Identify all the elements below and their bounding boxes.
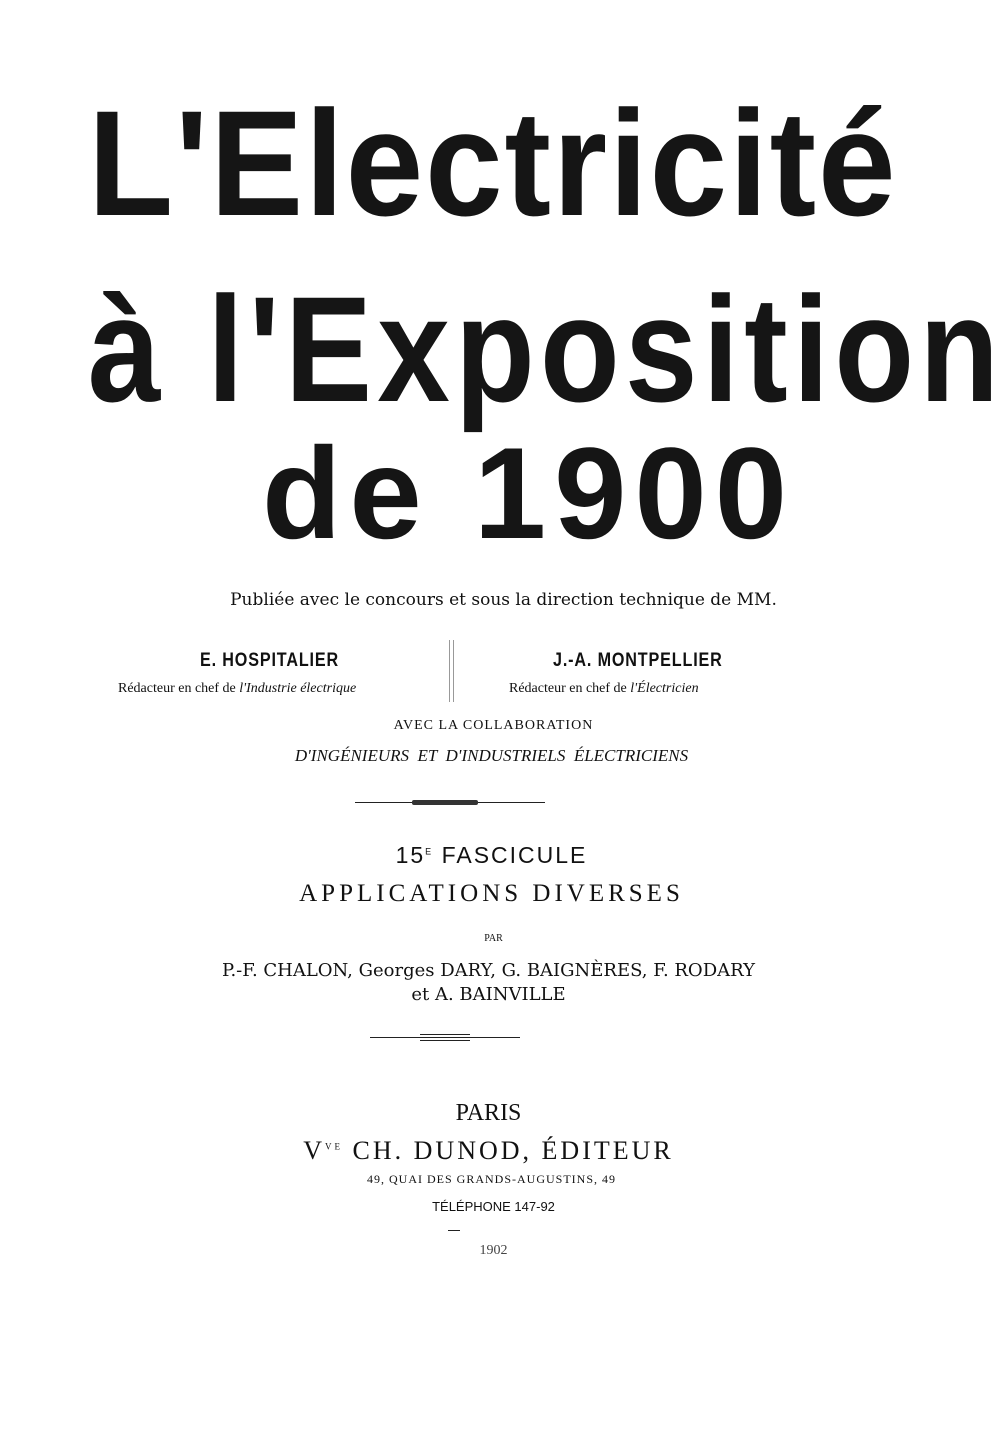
collaboration-groups: D'INGÉNIEURS ET D'INDUSTRIELS ÉLECTRICIENS [294, 746, 689, 765]
fascicule-number: 15 [395, 842, 426, 868]
publisher-phone: TÉLÉPHONE 147-92 [432, 1199, 555, 1214]
title-line-3: de 1900 [262, 420, 796, 566]
subtitle: Publiée avec le concours et sous la direction technique de MM. [230, 590, 777, 610]
title-line-2: à l'Exposition [88, 265, 1005, 433]
ornament-divider [420, 1034, 470, 1041]
publisher-prefix-sup: VE [325, 1141, 344, 1152]
publisher-prefix: V [303, 1136, 326, 1165]
editor-role [509, 681, 699, 697]
fascicule-label: FASCICULE [441, 842, 588, 868]
editor-name: J.-A. MONTPELLIER [553, 650, 723, 671]
fascicule-suffix: E [425, 846, 434, 857]
title-line-1: L'Electricité [88, 79, 898, 247]
editor-name: E. HOSPITALIER [200, 650, 340, 671]
by-label: PAR [484, 933, 503, 944]
collaboration-line: AVEC LA COLLABORATION [393, 718, 594, 733]
publisher-name-text: CH. DUNOD, ÉDITEUR [352, 1136, 674, 1165]
authors-line-1: P.-F. CHALON, Georges DARY, G. BAIGNÈRES, F. RODARY [221, 960, 756, 981]
ornament-divider [412, 800, 478, 805]
editor-role-prefix: Rédacteur en chef de [509, 681, 631, 696]
publication-year: 1902 [479, 1243, 508, 1258]
publisher-address: 49, QUAI DES GRANDS-AUGUSTINS, 49 [366, 1172, 616, 1186]
editor-journal: l'Industrie électrique [239, 681, 357, 696]
editor-role [118, 681, 356, 697]
editor-role-prefix: Rédacteur en chef de [118, 681, 240, 696]
fascicule-subject: APPLICATIONS DIVERSES [299, 880, 684, 907]
authors-line-2: et A. BAINVILLE [411, 984, 566, 1005]
publisher-name [0, 1136, 992, 1166]
publisher-city: PARIS [455, 1100, 522, 1126]
short-rule [448, 1230, 460, 1231]
divider [449, 640, 454, 702]
fascicule-heading [0, 842, 995, 869]
editor-journal: l'Électricien [630, 681, 699, 696]
